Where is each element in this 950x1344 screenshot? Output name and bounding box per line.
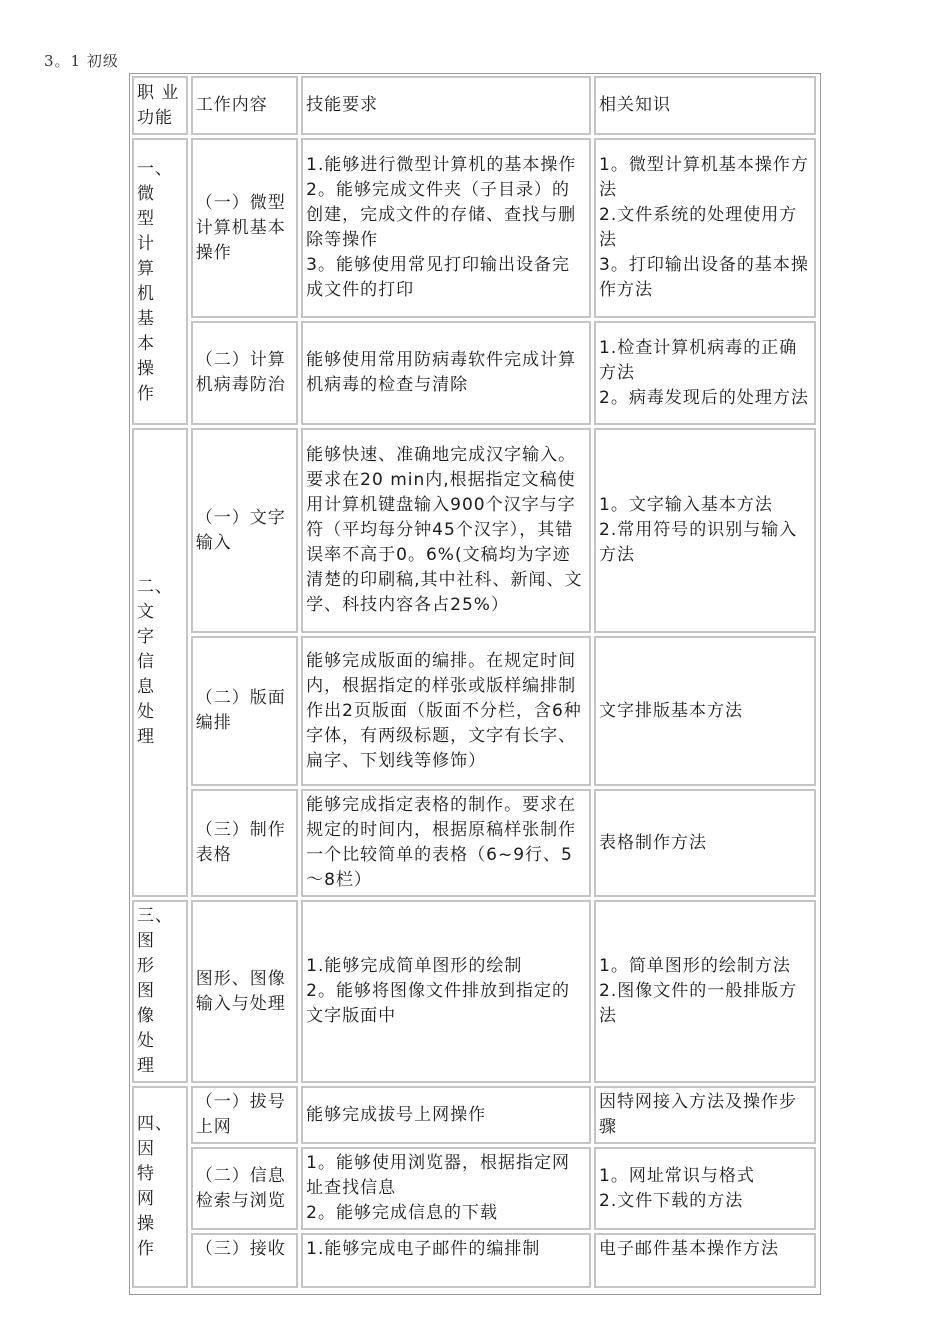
table-header-row — [132, 76, 816, 135]
table-row — [132, 1086, 816, 1144]
table-row — [132, 138, 816, 318]
function-cell: 三、 图 形 图 像 处 理 — [132, 900, 188, 1083]
knowledge-cell: 1。文字输入基本方法 2.常用符号的识别与输入方法 — [594, 428, 816, 633]
header-skill: 技能要求 — [301, 76, 591, 135]
skill-cell: 1.能够完成简单图形的绘制 2。能够将图像文件排放到指定的文字版面中 — [301, 900, 591, 1083]
header-knowledge: 相关知识 — [594, 76, 816, 135]
table-row — [132, 900, 816, 1083]
work-cell: （二）计算机病毒防治 — [191, 321, 298, 425]
knowledge-cell: 1.检查计算机病毒的正确方法 2。病毒发现后的处理方法 — [594, 321, 816, 425]
work-cell: （一）微型计算机基本操作 — [191, 138, 298, 318]
knowledge-cell: 表格制作方法 — [594, 789, 816, 897]
knowledge-cell: 电子邮件基本操作方法 — [594, 1233, 816, 1288]
work-cell: （二）信息检索与浏览 — [191, 1147, 298, 1230]
knowledge-cell: 1。微型计算机基本操作方法 2.文件系统的处理使用方法 3。打印输出设备的基本操作方法 — [594, 138, 816, 318]
skills-table — [129, 73, 819, 1291]
work-cell: （一）文字输入 — [191, 428, 298, 633]
skills-table-container — [129, 73, 821, 1295]
table-row — [132, 321, 816, 425]
table-row — [132, 1147, 816, 1230]
skill-cell: 能够快速、准确地完成汉字输入。要求在20 min内,根据指定文稿使用计算机键盘输入900个汉字与字符（平均每分钟45个汉字），其错误率不高于0。6%(文稿均为字迹清楚的印刷稿,其中社科、新闻、文学、科技内容各占25%） — [301, 428, 591, 633]
section-heading: 3。1 初级 — [44, 52, 119, 70]
header-work: 工作内容 — [191, 76, 298, 135]
skill-cell: 1.能够进行微型计算机的基本操作 2。能够完成文件夹（子目录）的创建，完成文件的存储、查找与删除等操作 3。能够使用常见打印输出设备完成文件的打印 — [301, 138, 591, 318]
table-row — [132, 1233, 816, 1288]
function-cell: 一、 微 型 计 算 机 基 本 操 作 — [132, 138, 188, 425]
skill-cell: 1.能够完成电子邮件的编排制 — [301, 1233, 591, 1288]
table-row — [132, 636, 816, 786]
skill-cell: 1。能够使用浏览器，根据指定网址查找信息 2。能够完成信息的下载 — [301, 1147, 591, 1230]
function-cell: 四、 因 特 网 操 作 — [132, 1086, 188, 1288]
skill-cell: 能够完成拔号上网操作 — [301, 1086, 591, 1144]
header-function: 职 业 功能 — [132, 76, 188, 135]
function-cell: 二、 文 字 信 息 处 理 — [132, 428, 188, 897]
knowledge-cell: 1。简单图形的绘制方法 2.图像文件的一般排版方法 — [594, 900, 816, 1083]
skill-cell: 能够使用常用防病毒软件完成计算机病毒的检查与清除 — [301, 321, 591, 425]
skill-cell: 能够完成指定表格的制作。要求在规定的时间内，根据原稿样张制作一个比较简单的表格（6~9行、5～8栏） — [301, 789, 591, 897]
knowledge-cell: 因特网接入方法及操作步骤 — [594, 1086, 816, 1144]
skill-cell: 能够完成版面的编排。在规定时间内，根据指定的样张或版样编排制作出2页版面（版面不分栏，含6种字体，有两级标题，文字有长字、扁字、下划线等修饰） — [301, 636, 591, 786]
work-cell: （三）接收 — [191, 1233, 298, 1288]
work-cell: 图形、图像输入与处理 — [191, 900, 298, 1083]
work-cell: （二）版面编排 — [191, 636, 298, 786]
knowledge-cell: 文字排版基本方法 — [594, 636, 816, 786]
knowledge-cell: 1。网址常识与格式 2.文件下载的方法 — [594, 1147, 816, 1230]
table-row — [132, 428, 816, 633]
work-cell: （一）拔号上网 — [191, 1086, 298, 1144]
work-cell: （三）制作表格 — [191, 789, 298, 897]
table-row — [132, 789, 816, 897]
